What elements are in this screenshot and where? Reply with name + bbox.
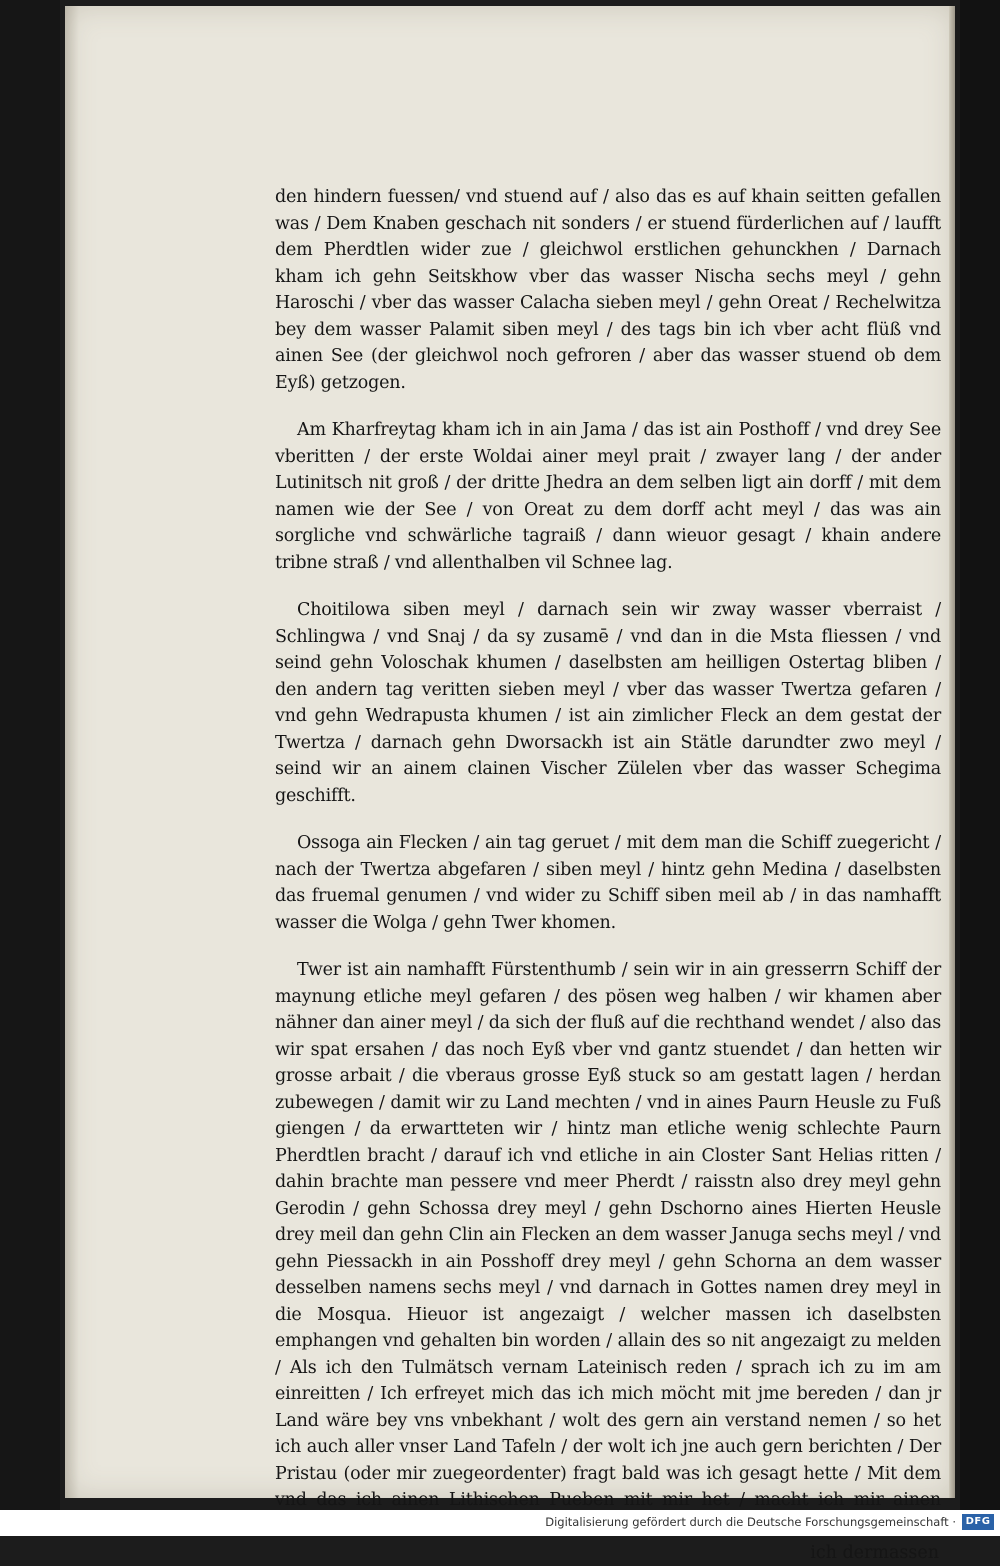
paragraph-3: Choitilowa siben meyl / darnach sein wir zway wasser vberraist / Schlingwa / vnd Snaj / da sy zusamē / vnd dan in die Msta fliessen / vnd seind gehn Voloschak khumen / daselbsten am heilligen Ostertag bliben / den andern tag veritten sieben meyl / vber das wasser Twertza gefaren / vnd gehn Wedrapusta khumen / ist ain zimlicher Fleck an dem gestat der Twertza / darnach gehn Dworsackh ist ain Stätle darundter zwo meyl / seind wir an ainem clainen Vischer Zülelen vber das wasser Schegima geschifft.: [275, 600, 941, 806]
page-edge: [949, 6, 955, 1498]
gutter-shadow: [65, 6, 79, 1498]
catchword: ich dermassen: [810, 1543, 939, 1563]
paragraph-1: den hindern fuessen/ vnd stuend auf / also das es auf khain seitten gefallen was / Dem Knaben geschach nit sonders / er stuend fürderlichen auf / laufft dem Pherdtlen wider zue / gleichwol erstlichen gehunckhen / Darnach kham ich gehn Seitskhow vber das wasser Nischa sechs meyl / gehn Haroschi / vber das wasser Calacha sieben meyl / gehn Oreat / Rechelwitza bey dem wasser Palamit siben meyl / des tags bin ich vber acht flüß vnd ainen See (der gleichwol noch gefroren / aber das wasser stuend ob dem Eyß) getzogen.: [275, 187, 941, 393]
footer-bar: [0, 1510, 1000, 1536]
paragraph-5: Twer ist ain namhafft Fürstenthumb / sein wir in ain gresserrn Schiff der maynung etliche meyl gefaren / des pösen weg halben / wir khamen aber nähner dan ainer meyl / da sich der fluß auf die rechthand wendet / also das wir spat ersahen / das noch Eyß vber vnd gantz stuendet / dan hetten wir grosse arbait / die vberaus grosse Eyß stuck so am gestatt lagen / herdan zubewegen / damit wir zu Land mechten / vnd in aines Paurn Heusle zu Fuß giengen / da erwartteten wir / hintz man etliche wenig schlechte Paurn Pherdtlen bracht / darauf ich vnd etliche in ain Closter Sant Helias ritten / dahin brachte man pessere vnd meer Pherdt / raisstn also drey meyl gehn Gerodin / gehn Schossa drey meyl / gehn Dschorno aines Hierten Heusle drey meil dan gehn Clin ain Flecken an dem wasser Januga sechs meyl / vnd gehn Piessackh in ain Posshoff drey meyl / gehn Schorna an dem wasser desselben namens sechs meyl / vnd darnach in Gottes namen drey meyl in die Mosqua. Hieuor ist angezaigt / welcher massen ich daselbsten emphangen vnd gehalten bin worden / allain des so nit angezaigt zu melden / Als ich den Tulmätsch vernam Lateinisch reden / sprach ich zu im am einreitten / Ich erfreyet mich das ich mich möcht mit jme bereden / dan jr Land wäre bey vns vnbekhant / wolt des gern ain verstand nemen / so het ich auch aller vnser Land Tafeln / der wolt ich jne auch gern berichten / Der Pristau (oder mir zuegeordenter) fragt bald was ich gesagt hette / Mit dem vnd das ich ainen Lithischen Pueben mit mir het / macht ich mir ainen: [275, 960, 941, 1510]
dfg-logo-icon: DFG: [962, 1514, 994, 1530]
funding-credit: Digitalisierung gefördert durch die Deutsche Forschungsgemeinschaft ·: [545, 1515, 956, 1529]
scan-background-right: [960, 0, 1000, 1510]
paragraph-4: Ossoga ain Flecken / ain tag geruet / mit dem man die Schiff zuegericht / nach der Twertza abgefaren / siben meyl / hintz gehn Medina / daselbsten das fruemal genumen / vnd wider zu Schiff siben meil ab / in das namhafft wasser die Wolga / gehn Twer khomen.: [275, 833, 941, 933]
paragraph-2: Am Kharfreytag kham ich in ain Jama / das ist ain Posthoff / vnd drey See vberitten / der erste Woldai ainer meyl prait / zwayer lang / der ander Lutinitsch nit groß / der dritte Jhedra an dem selben ligt ain dorff / mit dem namen wie der See / von Oreat zu dem dorff acht meyl / das was ain sorgliche vnd schwärliche tagraiß / dann wieuor gesagt / khain andere tribne straß / vnd allenthalben vil Schnee lag.: [275, 420, 941, 573]
text-block: [275, 184, 941, 1566]
scan-background-left: [0, 0, 60, 1510]
